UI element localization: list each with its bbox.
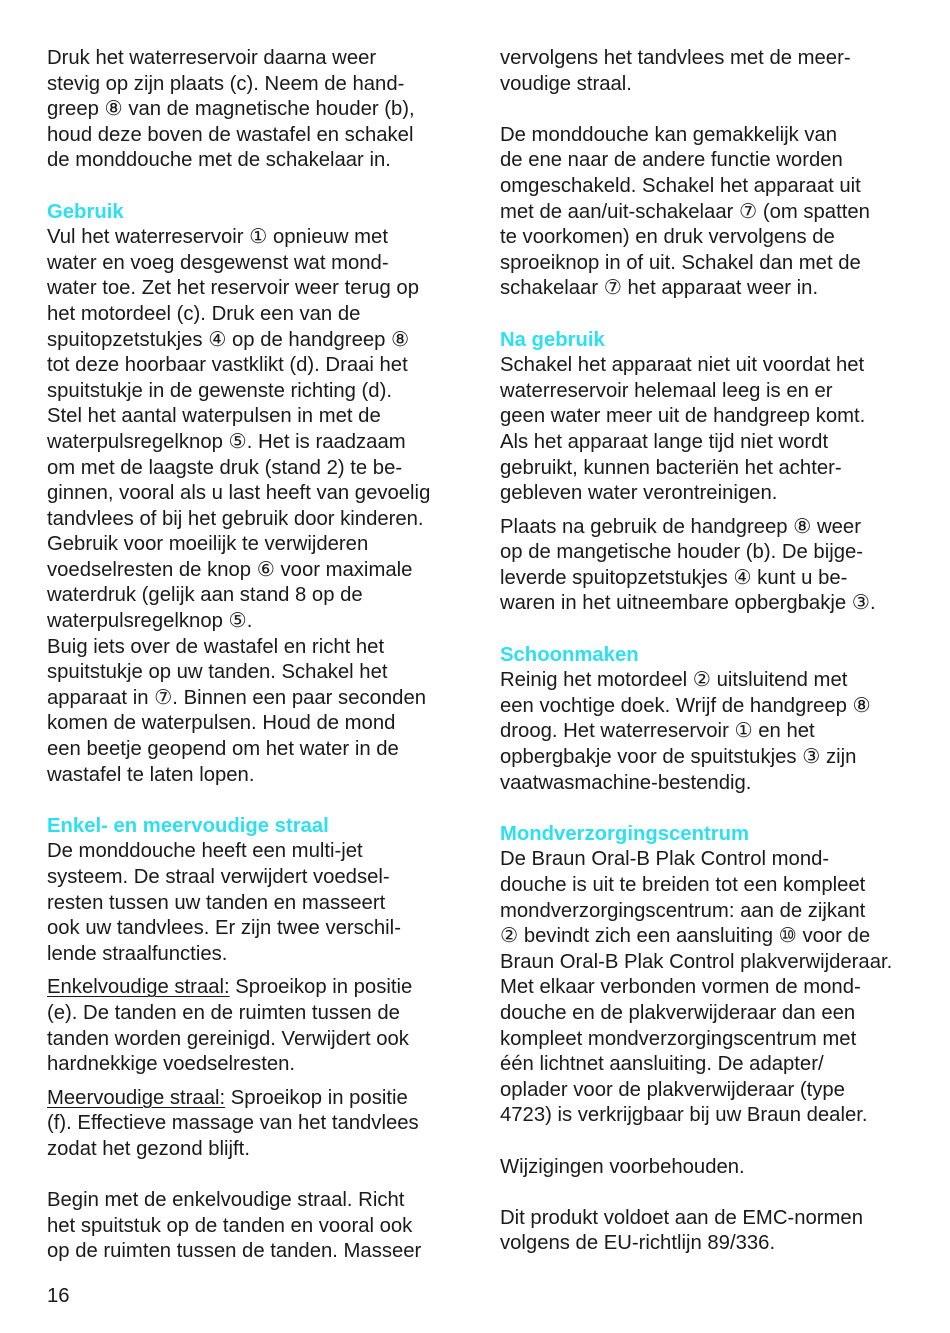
right-column (500, 46, 910, 1257)
text-line: Plaats na gebruik de handgreep ⑧ weer (500, 515, 861, 538)
meervoudige-label: Meervoudige straal: (47, 1086, 226, 1109)
text-line: Met elkaar verbonden vormen de mond- (500, 976, 861, 999)
text-line: spuitstukje op uw tanden. Schakel het (47, 661, 388, 684)
text-line: kompleet mondverzorgingscentrum met (500, 1027, 857, 1050)
section-heading: Schoonmaken (500, 643, 639, 666)
text-line: schakelaar ⑦ het apparaat weer in. (500, 277, 819, 300)
text-line: gebruikt, kunnen bacteriën het achter- (500, 456, 842, 479)
emc-note (500, 1206, 910, 1257)
text-line: Schakel het apparaat niet uit voordat het (500, 354, 865, 377)
text-line: systeem. De straal verwijdert voedsel- (47, 866, 390, 888)
section-heading: Gebruik (47, 200, 124, 223)
text-line: douche is uit te breiden tot een kompleet (500, 874, 866, 896)
text-line: een beetje geopend om het water in de (47, 738, 399, 761)
text-line: De Braun Oral-B Plak Control mond- (500, 848, 830, 871)
text-line: waterdruk (gelijk aan stand 8 op de (47, 584, 363, 607)
enkelvoudige-label: Enkelvoudige straal: (47, 976, 230, 999)
text-line: apparaat in ⑦. Binnen een paar seconden (47, 686, 427, 709)
text-line: douche en de plakverwijderaar dan een (500, 1001, 856, 1024)
text-line: waterreservoir helemaal leeg is en er (500, 379, 833, 402)
text-line: Druk het waterreservoir daarna weer (47, 47, 377, 69)
text-line: ginnen, vooral als u last heeft van gevoelig (47, 482, 431, 505)
text-line: komen de waterpulsen. Houd de mond (47, 712, 396, 735)
left-column (47, 46, 457, 1265)
text-line: het motordeel (c). Druk een van de (47, 302, 361, 325)
text-line: De monddouche kan gemakkelijk van (500, 123, 838, 146)
section-heading: Mondverzorgingscentrum (500, 822, 750, 845)
text-line: vaatwasmachine-bestendig. (500, 771, 752, 794)
text-line: spuitstukje in de gewenste richting (d). (47, 379, 392, 402)
section-heading: Enkel- en meervoudige straal (47, 814, 329, 837)
text-line: tanden worden gereinigd. Verwijdert ook (47, 1027, 409, 1050)
continuation-paragraph (500, 46, 910, 97)
text-line: water toe. Zet het reservoir weer terug op (47, 277, 419, 300)
text-line: waterpulsregelknop ⑤. Het is raadzaam (47, 430, 406, 453)
text-line: leverde spuitopzetstukjes ④ kunt u be- (500, 566, 848, 589)
text-line: (f). Effectieve massage van het tandvlees (47, 1112, 419, 1135)
text-line: hardnekkige voedselresten. (47, 1053, 296, 1076)
text-line: de monddouche met de schakelaar in. (47, 149, 391, 172)
text-line: lende straalfuncties. (47, 942, 228, 965)
text-line: resten tussen uw tanden en masseert (47, 891, 386, 914)
text-line: mondverzorgingscentrum: aan de zijkant (500, 899, 866, 922)
text-line: Begin met de enkelvoudige straal. Richt (47, 1189, 405, 1212)
text-line: ② bevindt zich een aansluiting ⑩ voor de (500, 925, 871, 948)
text-line: volgens de EU-richtlijn 89/336. (500, 1232, 776, 1255)
text-line: gebleven water verontreinigen. (500, 482, 778, 505)
text-line: Stel het aantal waterpulsen in met de (47, 405, 381, 428)
text-line: Buig iets over de wastafel en richt het (47, 635, 385, 658)
text-line: houd deze boven de wastafel en schakel (47, 123, 414, 146)
text-fragment: Sproeikop in positie (225, 1086, 408, 1109)
text-line: ook uw tandvlees. Er zijn twee verschil- (47, 917, 401, 940)
text-line: het spuitstuk op de tanden en vooral ook (47, 1214, 413, 1237)
text-line: stevig op zijn plaats (c). Neem de hand- (47, 72, 405, 95)
section-mondverzorgingscentrum (500, 822, 910, 1129)
text-line: 4723) is verkrijgbaar bij uw Braun dealer. (500, 1104, 868, 1127)
text-line: op de ruimten tussen de tanden. Masseer (47, 1240, 422, 1263)
text-line: vervolgens het tandvlees met de meer- (500, 47, 851, 69)
text-line: oplader voor de plakverwijderaar (type (500, 1078, 845, 1101)
text-line: Als het apparaat lange tijd niet wordt (500, 430, 829, 453)
text-line: met de aan/uit-schakelaar ⑦ (om spatten (500, 200, 870, 223)
wijzigingen-note: Wijzigingen voorbehouden. (500, 1155, 745, 1178)
text-line: de ene naar de andere functie worden (500, 149, 843, 172)
text-fragment: Sproeikop in positie (229, 976, 413, 999)
text-line: omgeschakeld. Schakel het apparaat uit (500, 174, 861, 197)
section-gebruik (47, 200, 457, 789)
text-line: water en voeg desgewenst wat mond- (47, 251, 389, 274)
text-line: voedselresten de knop ⑥ voor maximale (47, 558, 413, 581)
text-line: een vochtige doek. Wrijf de handgreep ⑧ (500, 694, 871, 717)
section-heading: Na gebruik (500, 328, 605, 351)
text-line: sproeiknop in of uit. Schakel dan met de (500, 251, 861, 274)
text-line: droog. Het waterreservoir ① en het (500, 720, 815, 743)
text-line: voudige straal. (500, 72, 632, 95)
text-line (47, 1086, 457, 1112)
text-line (47, 975, 457, 1001)
text-line: waren in het uitneembare opbergbakje ③. (500, 592, 876, 615)
text-line: wastafel te laten lopen. (47, 763, 255, 786)
text-line: waterpulsregelknop ⑤. (47, 610, 253, 633)
section-schoonmaken (500, 643, 910, 797)
text-line: tot deze hoorbaar vastklikt (d). Draai het (47, 354, 408, 377)
text-line: opbergbakje voor de spuitstukjes ③ zijn (500, 746, 857, 769)
intro-paragraph (47, 46, 457, 174)
text-line: De monddouche heeft een multi-jet (47, 840, 363, 863)
text-line: spuitopzetstukjes ④ op de handgreep ⑧ (47, 328, 410, 351)
text-line: geen water meer uit de handgreep komt. (500, 405, 866, 428)
text-line: zodat het gezond blijft. (47, 1137, 250, 1160)
text-line: greep ⑧ van de magnetische houder (b), (47, 98, 415, 121)
switch-paragraph (500, 123, 910, 302)
text-line: Dit produkt voldoet aan de EMC-normen (500, 1206, 863, 1229)
text-line: Braun Oral-B Plak Control plakverwijderaar. (500, 950, 893, 973)
text-line: één lichtnet aansluiting. De adapter/ (500, 1053, 824, 1076)
section-na-gebruik (500, 328, 910, 618)
page-number: 16 (47, 1285, 70, 1307)
text-line: (e). De tanden en de ruimten tussen de (47, 1001, 400, 1024)
text-line: Vul het waterreservoir ① opnieuw met (47, 226, 388, 249)
text-line: om met de laagste druk (stand 2) te be- (47, 456, 403, 479)
text-line: te voorkomen) en druk vervolgens de (500, 226, 835, 249)
section-straal (47, 814, 457, 1265)
text-line: Gebruik voor moeilijk te verwijderen (47, 533, 369, 556)
text-line: Reinig het motordeel ② uitsluitend met (500, 669, 848, 692)
text-line: tandvlees of bij het gebruik door kinderen. (47, 507, 424, 530)
text-line: op de mangetische houder (b). De bijge- (500, 541, 864, 564)
